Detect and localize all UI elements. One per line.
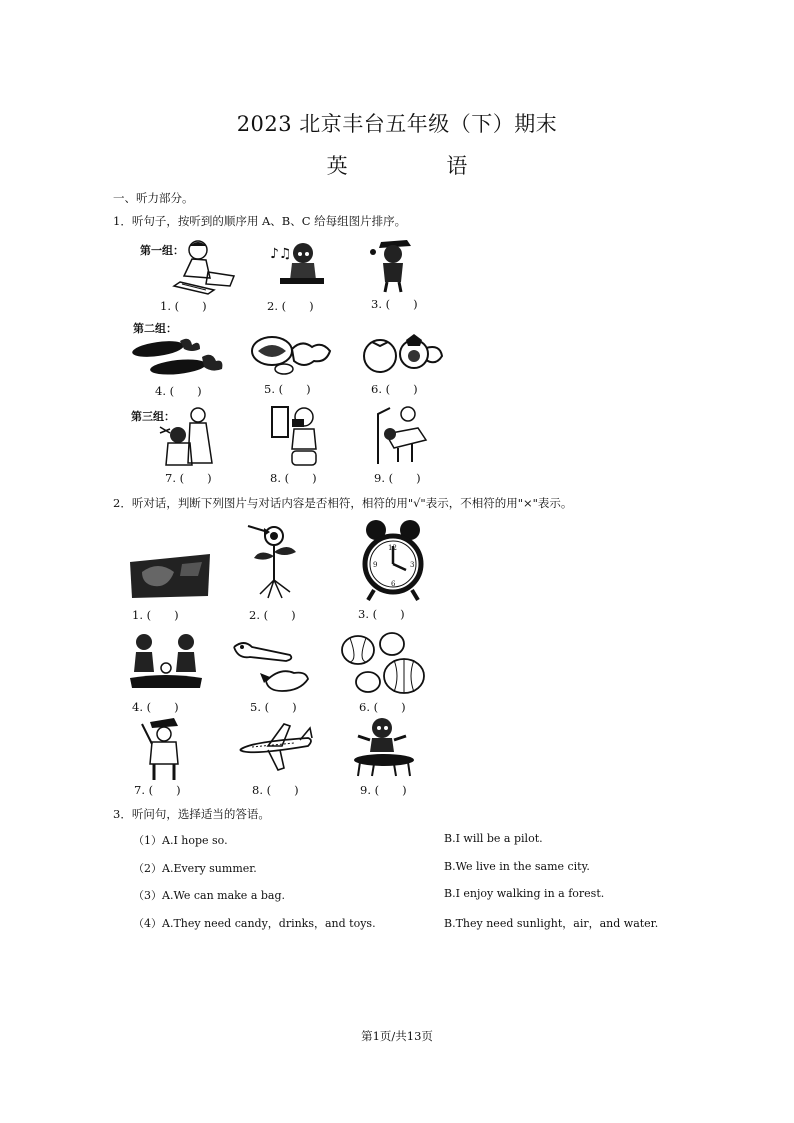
item-number: 4. ( ) — [132, 700, 179, 714]
svg-text:♪♫: ♪♫ — [270, 246, 292, 262]
q3-instruction: 3．听问句，选择适当的答语。 — [113, 807, 270, 821]
airplane-icon — [238, 720, 314, 772]
group-label: 第一组： — [140, 244, 184, 257]
option-b: B.We live in the same city. — [444, 860, 590, 873]
boy-playing-piano-icon — [270, 240, 325, 292]
option-a: （3）A.We can make a bag. — [133, 889, 286, 902]
option-a: （1）A.I hope so. — [133, 834, 228, 847]
section-heading: 一、听力部分。 — [113, 191, 194, 205]
dentist-icon — [368, 404, 430, 466]
item-number: 7. ( ) — [134, 783, 181, 797]
item-number: 9. ( ) — [374, 471, 421, 485]
option-a: （2）A.Every summer. — [133, 862, 257, 875]
option-a: （4）A.They need candy，drinks，and toys. — [133, 917, 376, 930]
animals-icon — [230, 637, 310, 695]
barber-icon — [158, 405, 218, 467]
kids-playing-icon — [130, 632, 202, 690]
option-b: B.I will be a pilot. — [444, 832, 543, 845]
option-b: B.I enjoy walking in a forest. — [444, 887, 605, 900]
item-number: 8. ( ) — [270, 471, 317, 485]
svg-text:3: 3 — [410, 561, 415, 569]
page-title: 2023 北京丰台五年级（下）期末 — [236, 112, 558, 136]
nuts-icon — [250, 333, 335, 378]
svg-text:12: 12 — [388, 544, 397, 552]
storm-scene-icon — [128, 552, 212, 598]
pumpkins-icon — [340, 630, 428, 696]
boy-drawing-icon — [170, 238, 240, 296]
item-number: 3. ( ) — [358, 607, 405, 621]
item-number: 7. ( ) — [165, 471, 212, 485]
girl-singing-icon — [367, 238, 415, 294]
q2-instruction: 2．听对话，判断下列图片与对话内容是否相符，相符的用"√"表示，不相符的用"×"表示。 — [113, 496, 573, 510]
item-number: 2. ( ) — [267, 299, 314, 313]
item-number: 6. ( ) — [371, 382, 418, 396]
tomatoes-icon — [360, 330, 448, 378]
q1-instruction: 1．听句子，按听到的顺序用 A、B、C 给每组图片排序。 — [113, 214, 407, 228]
item-number: 5. ( ) — [250, 700, 297, 714]
plant-flower-icon — [246, 522, 302, 600]
item-number: 9. ( ) — [360, 783, 407, 797]
police-officer-icon — [138, 714, 188, 782]
item-number: 4. ( ) — [155, 384, 202, 398]
item-number: 5. ( ) — [264, 382, 311, 396]
item-number: 1. ( ) — [160, 299, 207, 313]
photographer-icon — [270, 405, 325, 467]
option-b: B.They need sunlight，air，and water. — [444, 917, 659, 930]
subject-title: 英 语 — [326, 154, 514, 178]
carrots-icon — [130, 335, 225, 380]
alarm-clock-icon — [362, 520, 424, 602]
svg-text:9: 9 — [373, 561, 378, 569]
item-number: 3. ( ) — [371, 297, 418, 311]
svg-text:6: 6 — [391, 580, 396, 588]
item-number: 2. ( ) — [249, 608, 296, 622]
item-number: 6. ( ) — [359, 700, 406, 714]
item-number: 1. ( ) — [132, 608, 179, 622]
group-label: 第三组： — [131, 410, 175, 423]
page-footer: 第1页/共13页 — [361, 1029, 433, 1043]
item-number: 8. ( ) — [252, 783, 299, 797]
boy-trampoline-icon — [352, 716, 416, 778]
group-label: 第二组： — [133, 322, 177, 335]
